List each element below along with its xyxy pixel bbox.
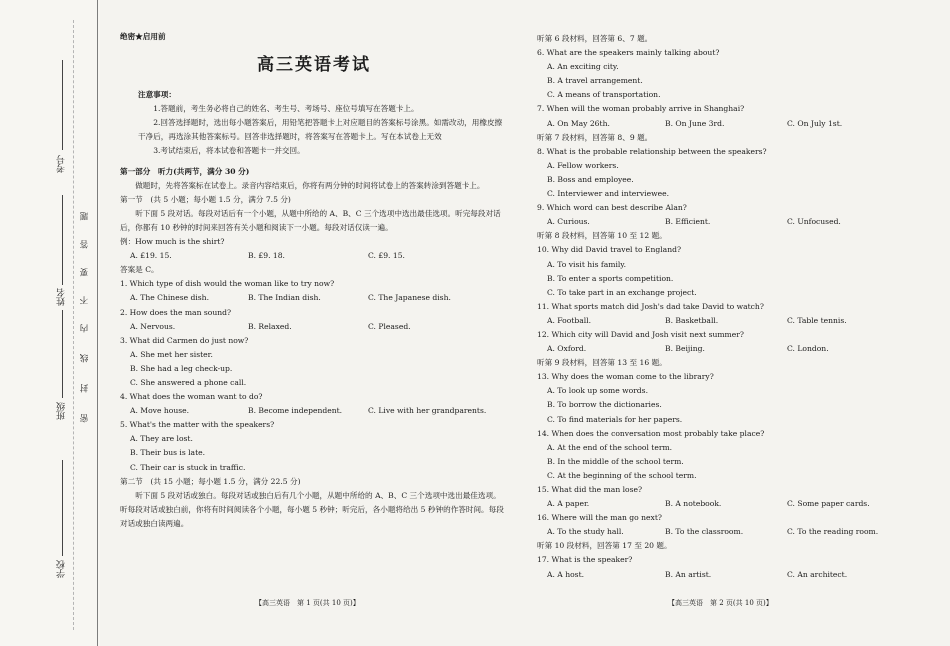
- option-a: A. Oxford.: [547, 344, 587, 354]
- option-b: B. In the middle of the school term.: [547, 456, 684, 466]
- note-item: 1.答题前，考生务必将自己的姓名、考生号、考场号、座位号填写在答题卡上。: [153, 104, 419, 114]
- option-b: B. Beijing.: [665, 344, 705, 354]
- seal-char: 答: [80, 240, 90, 249]
- option-b: B. Basketball.: [665, 315, 719, 325]
- material-heading: 听第 9 段材料，回答第 13 至 16 题。: [537, 358, 667, 368]
- question-stem: 9. Which word can best describe Alan?: [537, 203, 687, 213]
- part1-heading: 第一部分 听力(共两节，满分 30 分): [120, 166, 250, 176]
- page-1: [120, 30, 508, 531]
- option-c: C. To take part in an exchange project.: [547, 287, 697, 297]
- option-a: A. To look up some words.: [547, 386, 648, 396]
- seal-char: 封: [80, 384, 90, 393]
- question-stem: 11. What sports match did Josh's dad take David to watch?: [537, 301, 764, 311]
- page-2-footer: 【高三英语 第 2 页(共 10 页)】: [668, 599, 773, 607]
- option-a: A. Move house.: [130, 406, 190, 416]
- question-stem: 2. How does the man sound?: [120, 307, 232, 317]
- option-c: C. At the beginning of the school term.: [547, 470, 697, 480]
- notes-block: [120, 88, 508, 158]
- seal-char: 密: [80, 414, 90, 423]
- section2-intro: 听下面 5 段对话或独白。每段对话或独白后有几个小题，从题中所给的 A、B、C 三个选项中选出最佳选项。听每段对话或独白前，你将有时间阅读各个小题，每小题 5 秒钟；听完后，各小题将给出 5 秒钟的作答时间。每段对话或独白读两遍。: [120, 490, 504, 528]
- question-stem: 8. What is the probable relationship between the speakers?: [537, 146, 767, 156]
- option-a: A. £19. 15.: [130, 251, 172, 261]
- option-row: [537, 342, 889, 356]
- option-b: B. Their bus is late.: [130, 448, 206, 458]
- name-field[interactable]: [62, 195, 63, 285]
- school-label: 学校: [57, 560, 67, 578]
- option-a: A. A paper.: [547, 499, 590, 509]
- note-item: 2.回答选择题时，选出每小题答案后，用铅笔把答题卡上对应题目的答案标号涂黑。如需改动，用橡皮擦干净后，再选涂其他答案标号。回答非选择题时，将答案写在答题卡上。写在本试卷上无效: [138, 118, 503, 142]
- school-field[interactable]: [62, 460, 63, 556]
- section2-heading: 第二节 (共 15 小题；每小题 1.5 分，满分 22.5 分): [120, 476, 301, 486]
- seal-char: 内: [80, 324, 90, 333]
- seal-char: 线: [80, 354, 90, 363]
- option-b: B. An artist.: [665, 569, 712, 579]
- option-b: B. To borrow the dictionaries.: [547, 400, 662, 410]
- option-b: B. To the classroom.: [665, 527, 744, 537]
- option-c: C. Unfocused.: [787, 217, 841, 227]
- question-stem: 13. Why does the woman come to the library?: [537, 372, 714, 382]
- option-row: [537, 497, 889, 511]
- option-b: B. A notebook.: [665, 499, 722, 509]
- option-a: A. Curious.: [547, 217, 590, 227]
- question-stem: 1. Which type of dish would the woman like to try now?: [120, 279, 335, 289]
- section1-intro: 听下面 5 段对话。每段对话后有一个小题，从题中所给的 A、B、C 三个选项中选出最佳选项。听完每段对话后，你都有 10 秒钟的时间来回答有关小题和阅读下一小题。每段对话仅读一遍。: [120, 208, 501, 232]
- option-b: B. Become independent.: [248, 406, 343, 416]
- option-b: B. Relaxed.: [248, 321, 292, 331]
- example-options: [120, 249, 508, 263]
- note-item: 3.考试结束后，将本试卷和答题卡一并交回。: [153, 146, 305, 156]
- option-a: A. Fellow workers.: [547, 160, 619, 170]
- question-stem: 15. What did the man lose?: [537, 485, 643, 494]
- option-b: B. The Indian dish.: [248, 293, 321, 303]
- option-b: B. To enter a sports competition.: [547, 273, 674, 283]
- binding-line: [97, 0, 98, 646]
- option-row: [537, 314, 889, 328]
- question-stem: 7. When will the woman probably arrive in Shanghai?: [537, 104, 745, 114]
- exam-no-field[interactable]: [62, 60, 63, 150]
- option-c: C. She answered a phone call.: [130, 377, 247, 387]
- option-row: [537, 215, 889, 229]
- option-a: A. Nervous.: [130, 321, 176, 331]
- option-a: A. To the study hall.: [547, 527, 624, 537]
- question-stem: 10. Why did David travel to England?: [537, 245, 682, 255]
- page-1-footer: 【高三英语 第 1 页(共 10 页)】: [255, 599, 360, 607]
- material-heading: 听第 7 段材料，回答第 8、9 题。: [537, 132, 653, 142]
- option-c: C. Pleased.: [368, 321, 411, 331]
- option-b: B. £9. 18.: [248, 251, 285, 261]
- option-b: B. Efficient.: [665, 217, 711, 227]
- material-heading: 听第 8 段材料，回答第 10 至 12 题。: [537, 231, 667, 241]
- option-c: C. Interviewer and interviewee.: [547, 189, 669, 199]
- option-b: B. On June 3rd.: [665, 118, 725, 128]
- question-stem: 14. When does the conversation most probably take place?: [537, 428, 765, 438]
- option-row: [120, 320, 508, 334]
- option-a: A. An exciting city.: [547, 62, 619, 72]
- question-stem: 4. What does the woman want to do?: [120, 392, 263, 402]
- option-c: C. Table tennis.: [787, 315, 847, 325]
- option-a: A. On May 26th.: [547, 118, 610, 128]
- page-2: [537, 32, 889, 582]
- option-a: A. At the end of the school term.: [547, 442, 673, 452]
- question-stem: 16. Where will the man go next?: [537, 513, 662, 523]
- option-a: A. Football.: [547, 315, 592, 325]
- question-stem: 3. What did Carmen do just now?: [120, 335, 249, 345]
- question-stem: 12. Which city will David and Josh visit next summer?: [537, 329, 744, 339]
- option-a: A. She met her sister.: [130, 349, 213, 359]
- right-question-list: [537, 32, 889, 582]
- option-c: C. On July 1st.: [787, 118, 843, 128]
- material-heading: 听第 6 段材料，回答第 6、7 题。: [537, 34, 653, 43]
- seal-char: 要: [80, 268, 90, 277]
- class-field[interactable]: [62, 310, 63, 398]
- option-c: C. To the reading room.: [787, 527, 879, 537]
- option-a: A. The Chinese dish.: [130, 293, 209, 303]
- option-row: [120, 404, 508, 418]
- option-c: C. £9. 15.: [368, 251, 405, 261]
- question-stem: 17. What is the speaker?: [537, 555, 633, 565]
- question-stem: 5. What's the matter with the speakers?: [120, 420, 275, 430]
- page-title: 高三英语考试: [257, 55, 371, 76]
- section1-heading: 第一节 (共 5 小题；每小题 1.5 分，满分 7.5 分): [120, 194, 291, 204]
- name-label: 姓名: [57, 288, 67, 306]
- example-answer: 答案是 C。: [120, 265, 159, 275]
- seal-char: 不: [80, 296, 90, 305]
- question-stem: 6. What are the speakers mainly talking about?: [537, 48, 720, 58]
- option-c: C. The Japanese dish.: [368, 293, 451, 303]
- option-c: C. To find materials for her papers.: [547, 414, 683, 424]
- option-row: [120, 291, 508, 305]
- option-row: [537, 525, 889, 539]
- left-question-list: [120, 277, 508, 474]
- confidential-mark: 绝密★启用前: [120, 32, 166, 41]
- option-a: A. To visit his family.: [547, 259, 627, 269]
- class-label: 班级: [57, 402, 67, 420]
- option-b: B. She had a leg check-up.: [130, 363, 233, 373]
- dashed-fold-line: [73, 20, 74, 630]
- option-a: A. A host.: [547, 569, 585, 579]
- option-c: C. An architect.: [787, 569, 848, 579]
- example-question: 例：How much is the shirt?: [120, 237, 225, 247]
- part1-intro: 做题时，先将答案标在试卷上。录音内容结束后，你将有两分钟的时间将试卷上的答案转涂到答题卡上。: [135, 180, 485, 190]
- option-c: C. Their car is stuck in traffic.: [130, 462, 246, 472]
- option-c: C. A means of transportation.: [547, 90, 661, 100]
- option-a: A. They are lost.: [130, 434, 193, 444]
- option-row: [537, 568, 889, 582]
- option-row: [537, 117, 889, 131]
- seal-char: 题: [80, 212, 90, 221]
- option-b: B. A travel arrangement.: [547, 76, 643, 86]
- option-b: B. Boss and employee.: [547, 174, 634, 184]
- material-heading: 听第 10 段材料，回答第 17 至 20 题。: [537, 541, 672, 551]
- option-c: C. Live with her grandparents.: [368, 406, 487, 416]
- exam-no-label: 考号: [57, 155, 67, 173]
- notes-heading: 注意事项：: [138, 90, 176, 100]
- option-c: C. Some paper cards.: [787, 499, 870, 509]
- option-c: C. London.: [787, 344, 829, 354]
